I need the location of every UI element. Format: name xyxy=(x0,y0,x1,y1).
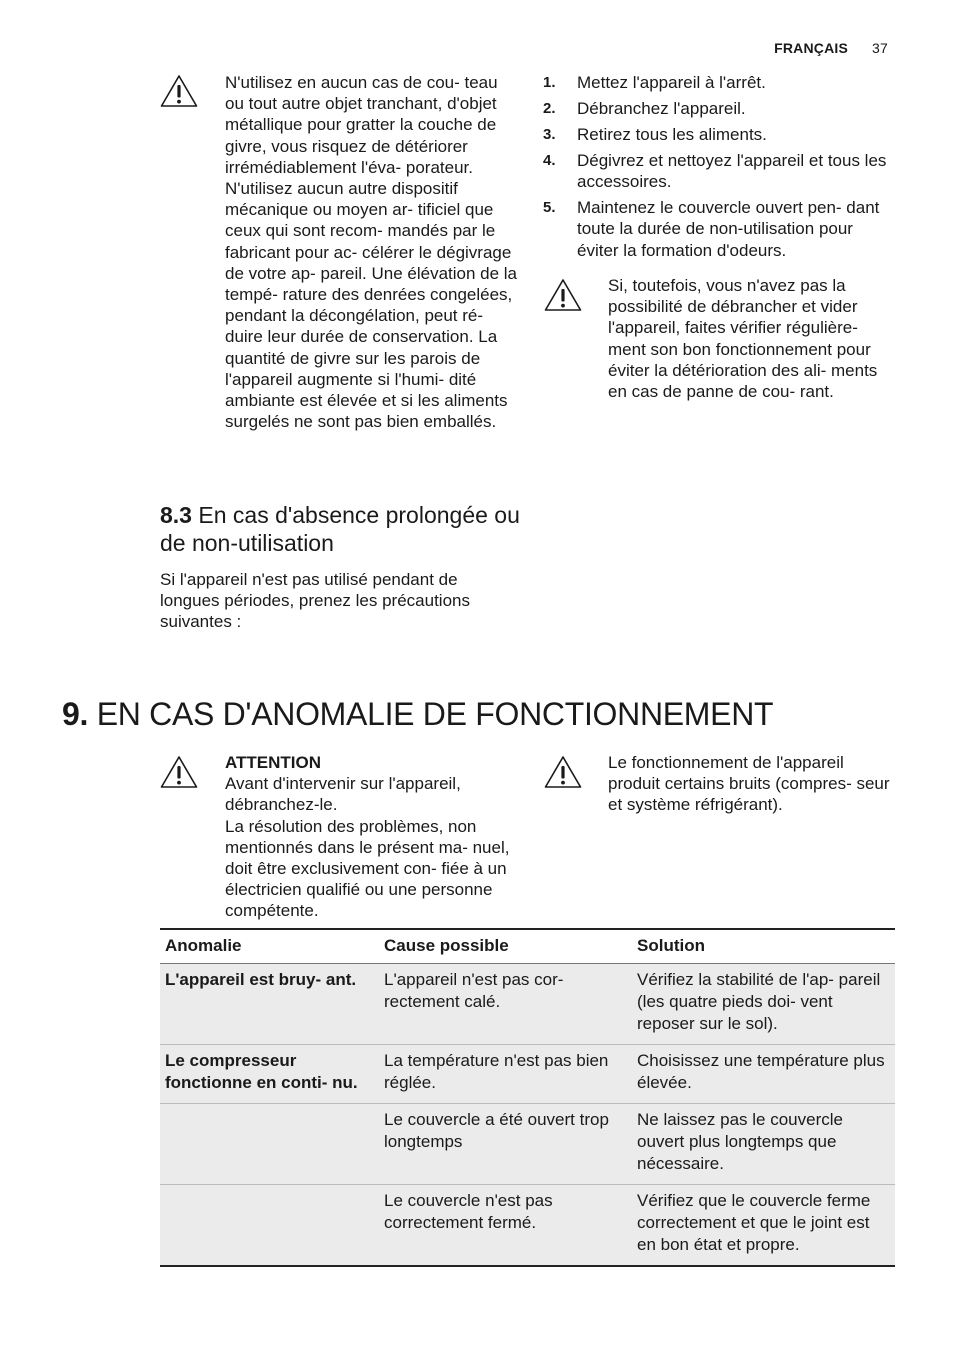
noise-note-text: Le fonctionnement de l'appareil produit certains bruits (compres- seur et système réfrigérant). xyxy=(608,753,890,815)
chapter-number: 9. xyxy=(62,696,89,732)
list-item: 4. Dégivrez et nettoyez l'appareil et tous les accessoires. xyxy=(543,151,887,192)
header-language: FRANÇAIS xyxy=(774,40,849,56)
table-row xyxy=(160,964,895,1045)
cell-solution: Vérifiez la stabilité de l'ap- pareil (les quatre pieds doi- vent reposer sur le sol). xyxy=(632,964,895,1045)
list-item: 3. Retirez tous les aliments. xyxy=(543,125,767,144)
list-item: 5. Maintenez le couvercle ouvert pen- dant toute la durée de non-utilisation pour éviter la formation d'odeurs. xyxy=(543,198,880,260)
chapter-9-heading xyxy=(62,695,902,733)
table-row xyxy=(160,1045,895,1104)
warning-icon xyxy=(159,754,199,790)
cell-solution: Choisissez une température plus élevée. xyxy=(632,1045,895,1104)
defrost-warning-text: N'utilisez en aucun cas de cou- teau ou tout autre objet tranchant, d'objet métallique pour gratter la couche de givre, vous risquez de détériorer irrémédiablement l'éva- porateur. N'utilisez aucun autre dispositif mécanique ou moyen ar- tificiel que ceux qui sont recom- mandés par le fabricant pour ac- célérer le dégivrage de votre ap- pareil. Une élévation de la tempé- rature des denrées congelées, pendant la décongélation, peut ré- duire leur durée de conservation. La quantité de givre sur les parois de l'appareil augmente si l'humi- dité ambiante est élevée et si les aliments surgelés ne sont pas bien emballés. xyxy=(225,73,518,432)
warning-icon xyxy=(543,277,583,313)
attention-line-1: Avant d'intervenir sur l'appareil, débranchez-le. xyxy=(225,774,461,815)
cell-anomaly xyxy=(160,1104,379,1185)
cell-anomaly xyxy=(160,1185,379,1267)
cell-cause: L'appareil n'est pas cor- rectement calé. xyxy=(379,964,632,1045)
column-header-anomaly: Anomalie xyxy=(160,929,379,964)
warning-icon xyxy=(543,754,583,790)
page-number: 37 xyxy=(872,40,888,56)
chapter-title: EN CAS D'ANOMALIE DE FONCTIONNEMENT xyxy=(96,696,774,732)
list-item: 2. Débranchez l'appareil. xyxy=(543,99,746,118)
cell-solution: Ne laissez pas le couvercle ouvert plus longtemps que nécessaire. xyxy=(632,1104,895,1185)
cell-cause: La température n'est pas bien réglée. xyxy=(379,1045,632,1104)
section-number: 8.3 xyxy=(160,502,192,528)
cell-cause: Le couvercle a été ouvert trop longtemps xyxy=(379,1104,632,1185)
cell-anomaly: L'appareil est bruy- ant. xyxy=(160,964,379,1045)
table-header-row xyxy=(160,929,895,964)
cell-anomaly: Le compresseur fonctionne en conti- nu. xyxy=(160,1045,379,1104)
attention-block xyxy=(225,752,517,922)
cell-cause: Le couvercle n'est pas correctement fermé. xyxy=(379,1185,632,1267)
section-title-text: En cas d'absence prolongée ou de non-utilisation xyxy=(160,502,520,556)
list-item: 1. Mettez l'appareil à l'arrêt. xyxy=(543,73,766,92)
attention-label: ATTENTION xyxy=(225,753,322,772)
cell-solution: Vérifiez que le couvercle ferme correctement et que le joint est en bon état et propre. xyxy=(632,1185,895,1267)
table-row xyxy=(160,1185,895,1267)
unplug-warning-text: Si, toutefois, vous n'avez pas la possibilité de débrancher et vider l'appareil, faites vérifier régulière- ment son bon fonctionnement pour éviter la détérioration des ali- ments en cas de panne de cou- rant. xyxy=(608,276,878,402)
troubleshooting-table xyxy=(160,928,895,1267)
attention-line-2: La résolution des problèmes, non mentionnés dans le présent ma- nuel, doit être exclusivement con- fiée à un électricien qualifié ou une personne compétente. xyxy=(225,816,510,921)
column-header-cause: Cause possible xyxy=(379,929,632,964)
page-header xyxy=(774,38,888,59)
section-8-3-intro: Si l'appareil n'est pas utilisé pendant de longues périodes, prenez les précautions suivantes : xyxy=(160,570,470,632)
column-header-solution: Solution xyxy=(632,929,895,964)
steps-list xyxy=(543,72,895,266)
section-8-3-title xyxy=(160,501,520,557)
table-row xyxy=(160,1104,895,1185)
warning-icon xyxy=(159,73,199,109)
